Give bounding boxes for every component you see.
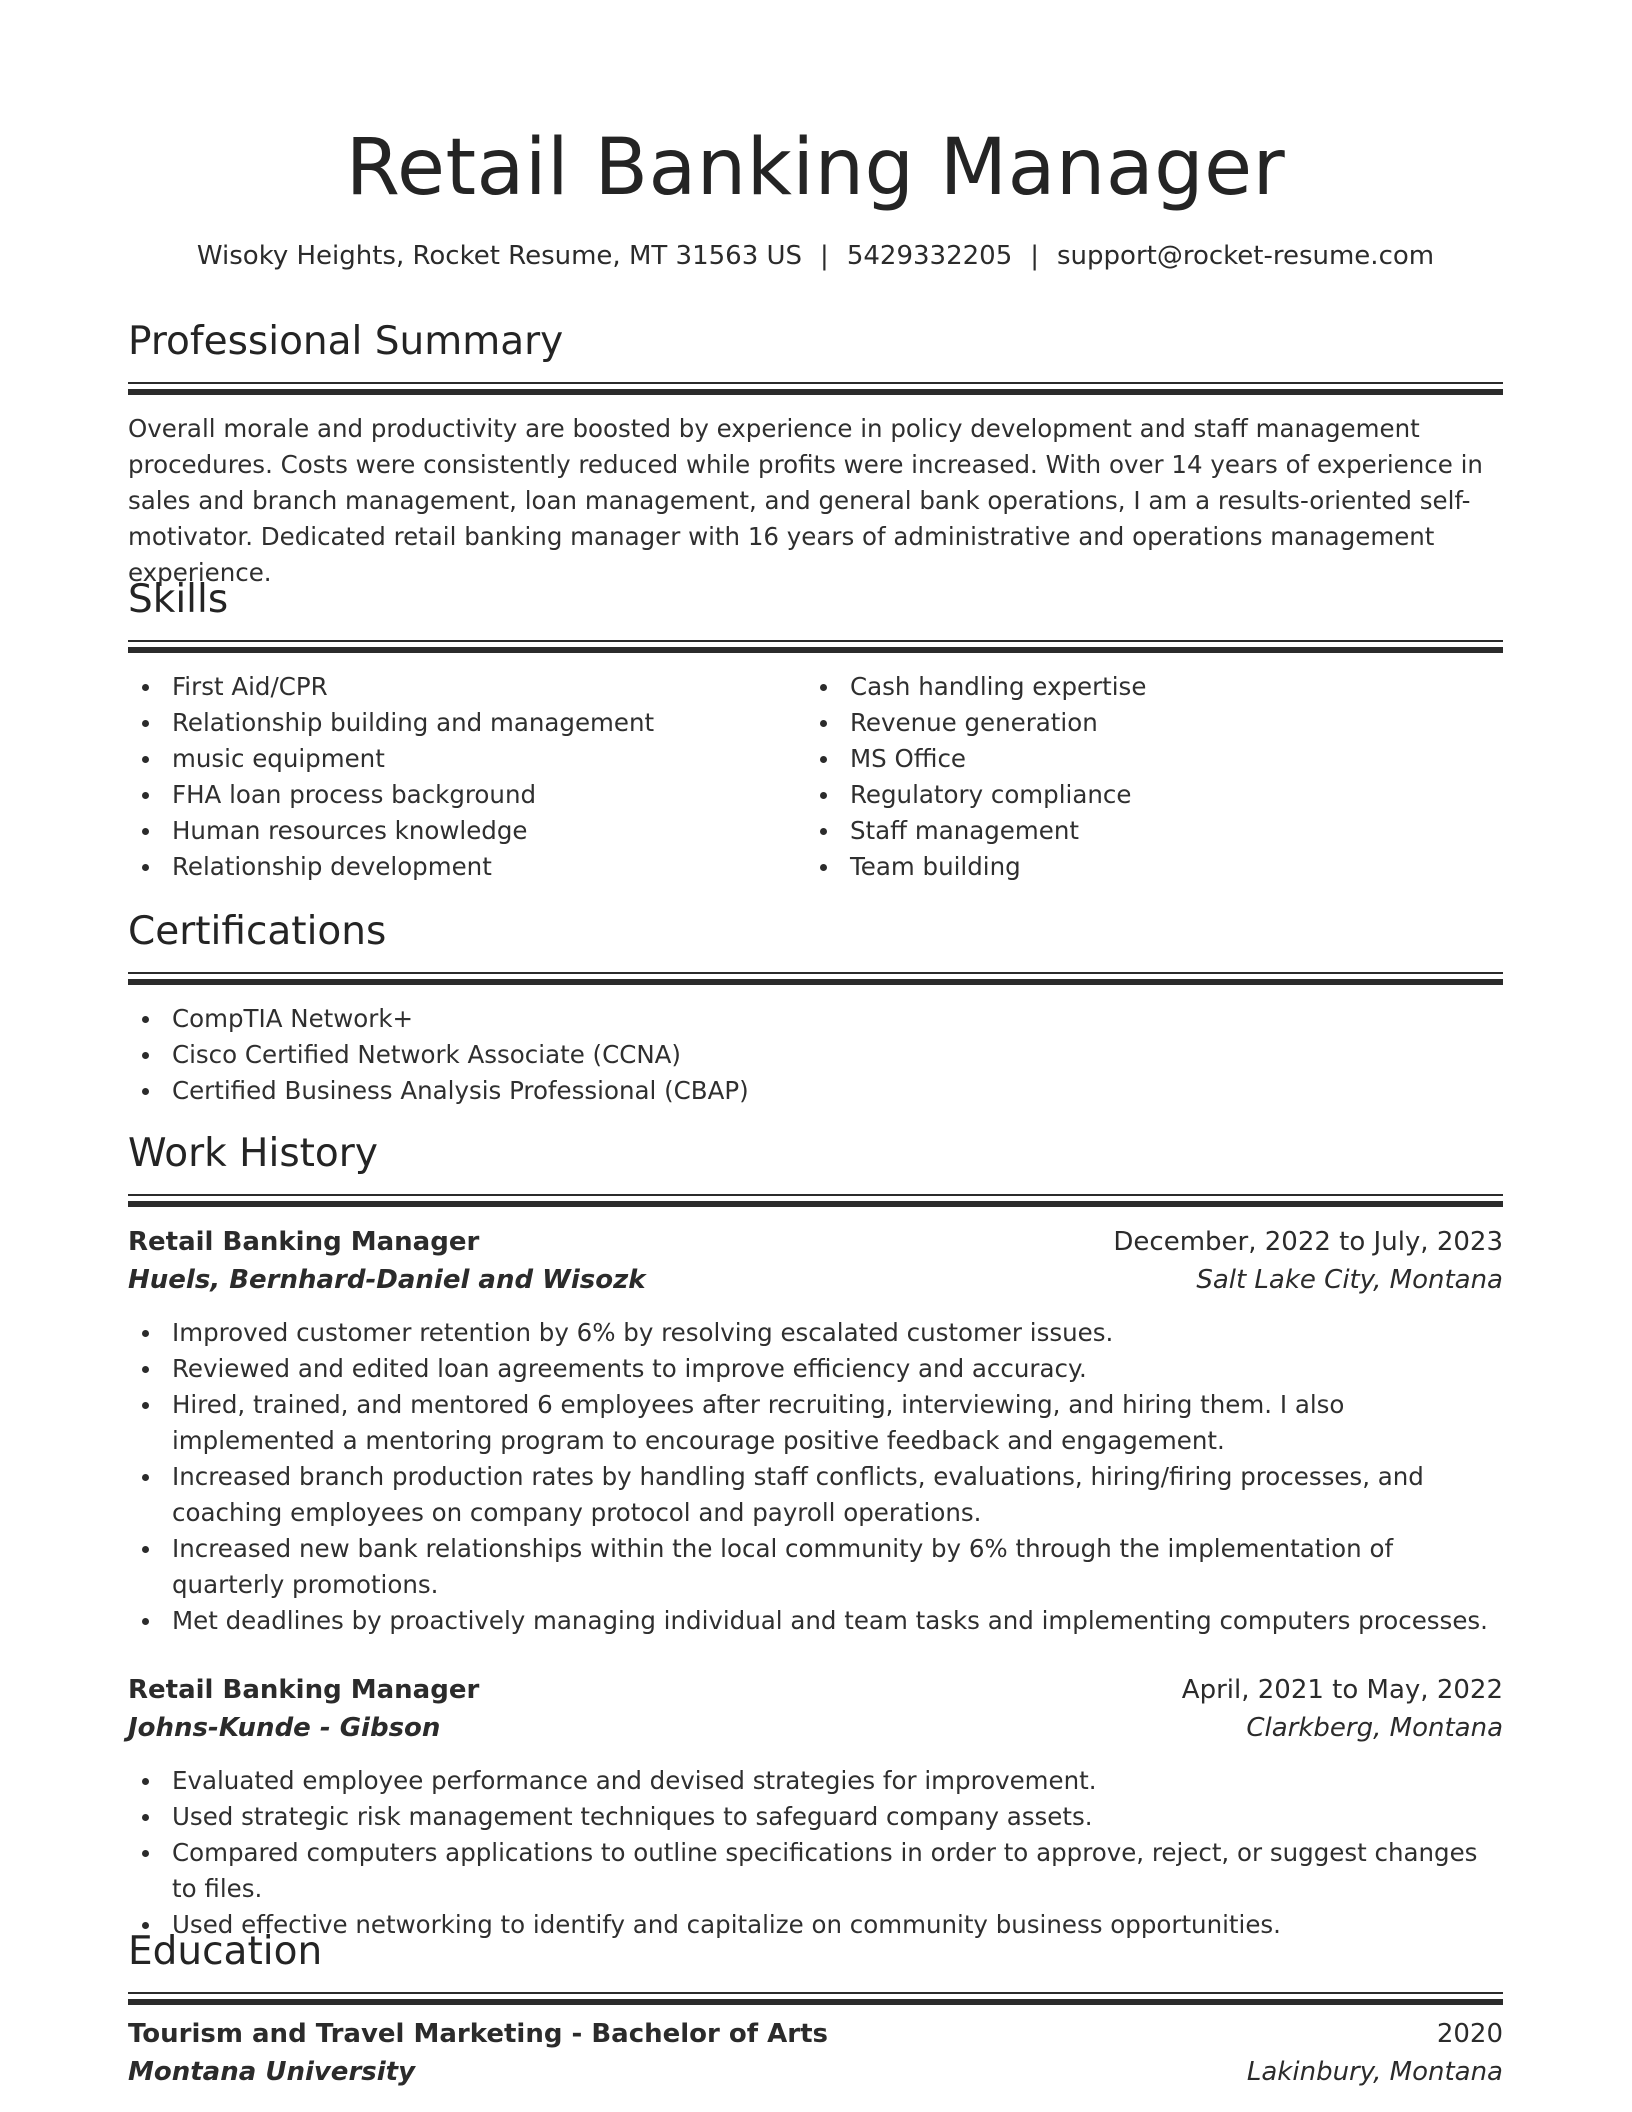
- section-rule-thin: [128, 1992, 1503, 1994]
- section-rule-thick: [128, 647, 1503, 653]
- education-location: Lakinbury, Montana: [1246, 2057, 1503, 2087]
- education-subheader: [128, 2053, 1503, 2091]
- skill-item: Revenue generation: [806, 705, 1484, 741]
- education-school: Montana University: [128, 2057, 416, 2087]
- contact-email[interactable]: support@rocket-resume.com: [1057, 241, 1435, 271]
- job-bullet: Used strategic risk management techniques to safeguard company assets.: [128, 1799, 1503, 1835]
- summary-heading: Professional Summary: [128, 319, 564, 364]
- certification-item: CompTIA Network+: [128, 1001, 1503, 1037]
- skill-item: Relationship building and management: [128, 705, 806, 741]
- skill-item: music equipment: [128, 741, 806, 777]
- education-degree: Tourism and Travel Marketing - Bachelor of Arts: [128, 2019, 828, 2049]
- job-bullets: [128, 1315, 1503, 1639]
- section-rule-thick: [128, 389, 1503, 395]
- summary-section: [128, 318, 1503, 591]
- certification-item: Certified Business Analysis Professional (CBAP): [128, 1073, 1503, 1109]
- skill-item: FHA loan process background: [128, 777, 806, 813]
- skill-item: Team building: [806, 849, 1484, 885]
- skill-item: Human resources knowledge: [128, 813, 806, 849]
- section-rule-thick: [128, 1201, 1503, 1207]
- job-dates: April, 2021 to May, 2022: [1181, 1675, 1503, 1705]
- job-company: Huels, Bernhard-Daniel and Wisozk: [128, 1265, 646, 1295]
- job-location: Salt Lake City, Montana: [1196, 1265, 1503, 1295]
- skill-item: First Aid/CPR: [128, 669, 806, 705]
- job-bullet: Improved customer retention by 6% by resolving escalated customer issues.: [128, 1315, 1503, 1351]
- job-subheader: [128, 1261, 1503, 1299]
- job-subheader: [128, 1709, 1503, 1747]
- certification-item: Cisco Certified Network Associate (CCNA): [128, 1037, 1503, 1073]
- skill-item: Staff management: [806, 813, 1484, 849]
- job-dates: December, 2022 to July, 2023: [1113, 1227, 1503, 1257]
- skills-columns: [128, 669, 1503, 885]
- job-entry: [128, 1223, 1503, 1639]
- education-section: [128, 1928, 1503, 2091]
- job-bullet: Used effective networking to identify and capitalize on community business opportunities.: [128, 1907, 1503, 1943]
- contact-line: [128, 236, 1503, 276]
- education-header: [128, 2015, 1503, 2053]
- skill-item: Cash handling expertise: [806, 669, 1484, 705]
- skills-list-right: [806, 669, 1484, 885]
- education-entry: [128, 2015, 1503, 2091]
- job-bullet: Increased new bank relationships within the local community by 6% through the implementation of quarterly promotions.: [128, 1531, 1503, 1603]
- contact-separator: |: [1030, 241, 1039, 271]
- education-heading: Education: [128, 1929, 323, 1974]
- job-bullet: Compared computers applications to outline specifications in order to approve, reject, or suggest changes to files.: [128, 1835, 1503, 1907]
- certifications-heading: Certifications: [128, 909, 387, 954]
- certifications-section: [128, 908, 1503, 1109]
- skills-list-left: [128, 669, 806, 885]
- job-bullet: Evaluated employee performance and devised strategies for improvement.: [128, 1763, 1503, 1799]
- skill-item: MS Office: [806, 741, 1484, 777]
- contact-address: Wisoky Heights, Rocket Resume, MT 31563 US: [196, 241, 803, 271]
- resume-name: Retail Banking Manager: [345, 123, 1286, 213]
- work-section: [128, 1130, 1503, 1943]
- contact-separator: |: [820, 241, 829, 271]
- contact-phone: 5429332205: [846, 241, 1013, 271]
- certifications-list: [128, 1001, 1503, 1109]
- job-location: Clarkberg, Montana: [1246, 1713, 1503, 1743]
- job-title: Retail Banking Manager: [128, 1227, 480, 1257]
- education-year: 2020: [1436, 2019, 1503, 2049]
- skill-item: Regulatory compliance: [806, 777, 1484, 813]
- work-heading: Work History: [128, 1131, 378, 1176]
- skills-section: [128, 576, 1503, 885]
- job-bullets: [128, 1763, 1503, 1943]
- job-header: [128, 1671, 1503, 1709]
- job-bullet: Hired, trained, and mentored 6 employees after recruiting, interviewing, and hiring them. I also implemented a mentoring program to encourage positive feedback and engagement.: [128, 1387, 1503, 1459]
- job-header: [128, 1223, 1503, 1261]
- job-bullet: Reviewed and edited loan agreements to improve efficiency and accuracy.: [128, 1351, 1503, 1387]
- section-rule-thin: [128, 972, 1503, 974]
- section-rule-thick: [128, 1999, 1503, 2005]
- section-rule-thin: [128, 640, 1503, 642]
- job-bullet: Met deadlines by proactively managing individual and team tasks and implementing computers processes.: [128, 1603, 1503, 1639]
- job-company: Johns-Kunde - Gibson: [128, 1713, 441, 1743]
- skills-heading: Skills: [128, 577, 229, 622]
- job-entry: [128, 1671, 1503, 1943]
- job-title: Retail Banking Manager: [128, 1675, 480, 1705]
- skill-item: Relationship development: [128, 849, 806, 885]
- section-rule-thin: [128, 382, 1503, 384]
- job-bullet: Increased branch production rates by handling staff conflicts, evaluations, hiring/firing processes, and coaching employees on company protocol and payroll operations.: [128, 1459, 1503, 1531]
- summary-text: Overall morale and productivity are boosted by experience in policy development and staff management procedures. Costs were consistently reduced while profits were increased. With over 14 years of experience in sales and branch management, loan management, and general bank operations, I am a results-oriented self-motivator. Dedicated retail banking manager with 16 years of administrative and operations management experience.: [128, 414, 1483, 587]
- section-rule-thick: [128, 979, 1503, 985]
- section-rule-thin: [128, 1194, 1503, 1196]
